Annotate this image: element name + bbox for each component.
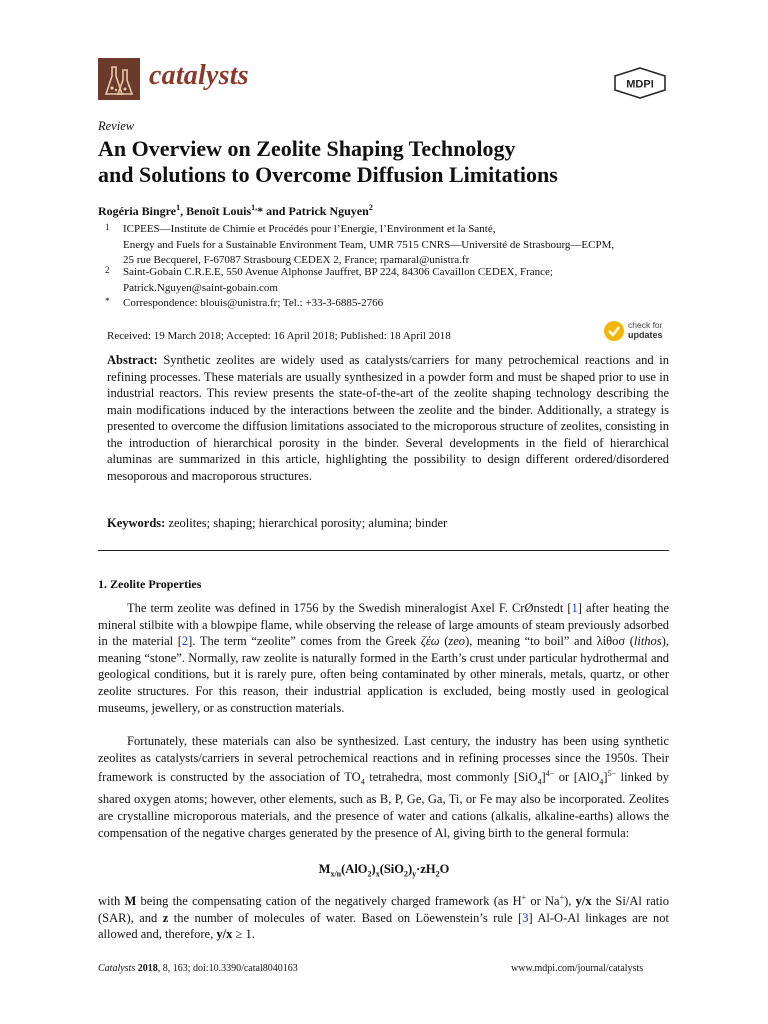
formula-part: ) bbox=[371, 862, 376, 876]
journal-logo-icon bbox=[98, 58, 140, 100]
paragraph-3 bbox=[98, 890, 669, 943]
formula-part: (SiO bbox=[379, 862, 404, 876]
text-run: the number of molecules of water. Based on Löewenstein’s rule [ bbox=[168, 910, 523, 925]
formula-sub: y bbox=[412, 869, 417, 879]
general-formula bbox=[0, 862, 768, 879]
author-1[interactable]: Rogéria Bingre bbox=[98, 204, 177, 218]
text-run: ]. The term “zeolite” comes from the Greek bbox=[188, 634, 421, 649]
formula-part: O bbox=[439, 862, 450, 876]
footer-citation bbox=[98, 963, 298, 974]
keywords-label: Keywords: bbox=[107, 516, 166, 530]
bold-symbol: z bbox=[162, 910, 169, 925]
corresponding-star: * bbox=[257, 204, 264, 218]
footer-year: 2018 bbox=[135, 963, 158, 974]
bold-symbol: y/x bbox=[575, 894, 592, 909]
paragraph-1 bbox=[98, 600, 669, 716]
title-line-2: and Solutions to Overcome Diffusion Limitations bbox=[98, 162, 558, 187]
check-updates-line2: updates bbox=[628, 330, 663, 340]
text-run: ( bbox=[439, 634, 449, 649]
author-list bbox=[98, 203, 373, 219]
affiliation-2-line: Saint-Gobain C.R.E.E, 550 Avenue Alphonse Jauffret, BP 224, 84306 Cavaillon CEDEX, France; bbox=[123, 266, 553, 278]
keywords bbox=[107, 515, 669, 532]
affiliation-mark-2: 2 bbox=[105, 265, 110, 275]
formula-sub: 2 bbox=[435, 869, 440, 879]
author-2-affiliation: 1, bbox=[251, 203, 258, 212]
text-run: ] after heating the mineral stilbite with a blowpipe flame, while observing the release of large amounts of steam previously adsorbed in the material [ bbox=[98, 601, 669, 649]
affiliation-1 bbox=[123, 222, 683, 269]
text-run: ≥ 1. bbox=[232, 927, 255, 942]
check-for-updates-badge[interactable] bbox=[603, 318, 671, 344]
text-run: tetrahedra, most commonly [SiO bbox=[364, 770, 538, 785]
reference-link[interactable]: 1 bbox=[571, 601, 578, 615]
text-run: being the compensating cation of the negatively charged framework (as H bbox=[136, 894, 522, 909]
reference-link[interactable]: 3 bbox=[522, 910, 529, 925]
affiliation-2-line: Patrick.Nguyen@saint-gobain.com bbox=[123, 281, 278, 294]
text-run: linked by shared oxygen atoms; however, other elements, such as B, P, Ge, Ga, Ti, or Fe may also be incorporated. Zeolites are crystalline microporous materials, and the presence of water and cations (alkalis, alkaline-earths) allows the compensation of the negative charges generated by the presence of Al, giving birth to the general formula: bbox=[98, 770, 669, 840]
text-run: ] bbox=[603, 770, 608, 785]
affiliation-1-line: ICPEES—Institute de Chimie et Procédés pour l’Energie, l’Environment et la Santé, bbox=[123, 223, 496, 235]
text-run: ), meaning “stone”. Normally, raw zeolite is naturally formed in the Earth’s crust under particular hydrothermal and geological conditions, but it is rarely pure, often being contaminated by other minerals, metals, quartz, or other zeolite structures. For this reason, their industrial application is excluded, being mostly used in geological museums, jewellery, or as construction materials. bbox=[98, 634, 669, 715]
footer-journal: Catalysts bbox=[98, 963, 136, 974]
subscript: 4 bbox=[360, 777, 365, 787]
correspondence: Correspondence: blouis@unistra.fr; Tel.: +33-3-6885-2766 bbox=[123, 297, 384, 309]
text-run: ] Al-O-Al linkages are not allowed and, therefore, bbox=[98, 910, 669, 942]
formula-part: (AlO bbox=[341, 862, 368, 876]
journal-name: catalysts bbox=[149, 60, 249, 91]
formula-sub: x bbox=[375, 869, 380, 879]
text-run: ), bbox=[564, 894, 576, 909]
author-3-affiliation: 2 bbox=[368, 203, 373, 212]
author-1-affiliation: 1 bbox=[176, 203, 181, 212]
footer-doi[interactable]: , 8, 163; doi:10.3390/catal8040163 bbox=[157, 963, 298, 974]
superscript: 4− bbox=[545, 769, 555, 779]
formula-sub: 2 bbox=[404, 869, 408, 879]
reference-link[interactable]: 2 bbox=[181, 634, 189, 649]
text-run: or Na bbox=[526, 894, 560, 909]
section-heading: 1. Zeolite Properties bbox=[98, 577, 202, 591]
superscript: + bbox=[521, 893, 527, 902]
affiliation-1-line: Energy and Fuels for a Sustainable Environment Team, UMR 7515 CNRS—Université de Strasbourg—ECPM, bbox=[123, 238, 615, 251]
footer-url[interactable]: www.mdpi.com/journal/catalysts bbox=[511, 963, 644, 974]
author-2[interactable]: , Benoît Louis bbox=[180, 204, 252, 218]
abstract-label: Abstract: bbox=[107, 353, 158, 367]
text-run: ( bbox=[625, 634, 634, 649]
greek-word: ζέω bbox=[420, 634, 440, 649]
article-type: Review bbox=[98, 119, 135, 133]
divider bbox=[98, 550, 669, 551]
affiliation-2 bbox=[123, 265, 683, 296]
superscript: + bbox=[559, 893, 565, 902]
formula-sub: x/n bbox=[330, 869, 342, 879]
formula-part: ) bbox=[408, 862, 413, 876]
text-run: with bbox=[98, 894, 125, 909]
text-run: the Si/Al ratio (SAR), and bbox=[98, 894, 669, 925]
formula-sub: 2 bbox=[367, 869, 372, 879]
publication-dates: Received: 19 March 2018; Accepted: 16 April 2018; Published: 18 April 2018 bbox=[107, 330, 451, 342]
greek-word: λίθοσ bbox=[596, 634, 626, 649]
formula-part: ·zH bbox=[416, 862, 436, 876]
correspondence-mark: * bbox=[105, 296, 110, 306]
abstract-text: Synthetic zeolites are widely used as catalysts/carriers for many petrochemical reactions and in refining processes. These materials are usually synthesized in a powder form and must be shaped prior to use in industrial reactors. This review presents the state-of-the-art of the zeolite shaping technology describing the main modifications induced by the interactions between the zeolite and the binder. Additionally, a strategy is presented to overcome the diffusion limitations associated to the microporous structure of zeolites, consisting in the introduction of hierarchical porosity in the binder. Several developments in the field of hierarchical aluminas are summarized in this article, highlighting the possibility to design different ordered/disordered mesoporous and macroporous structures. bbox=[107, 353, 669, 483]
text-run: Fortunately, these materials can also be synthesized. Last century, the industry has been using synthetic zeolites as catalysts/carriers in several petrochemical reactions and in refining processes since the 1950s. Their framework is constructed by the association of TO bbox=[98, 734, 669, 785]
affiliation-1-line: 25 rue Becquerel, F-67087 Strasbourg CEDEX 2, France; rpamaral@unistra.fr bbox=[123, 254, 470, 266]
keywords-text: zeolites; shaping; hierarchical porosity; alumina; binder bbox=[165, 516, 448, 530]
superscript: 5− bbox=[607, 769, 617, 779]
text-run: The term zeolite was defined in 1756 by the Swedish mineralogist Axel F. CrØnstedt [ bbox=[127, 601, 572, 615]
mdpi-logo-text: MDPI bbox=[626, 78, 654, 91]
italic-word: lithos bbox=[633, 634, 662, 649]
title-line-1: An Overview on Zeolite Shaping Technology bbox=[98, 136, 516, 161]
text-run: or [AlO bbox=[554, 770, 600, 785]
paragraph-2 bbox=[98, 733, 669, 841]
abstract bbox=[107, 352, 669, 484]
text-run: ), meaning “to boil” and bbox=[465, 634, 597, 649]
check-updates-line1: check for bbox=[628, 320, 663, 330]
text-run: ] bbox=[541, 770, 546, 785]
affiliation-mark-1: 1 bbox=[105, 222, 110, 232]
formula-part: M bbox=[318, 862, 331, 876]
bold-symbol: M bbox=[124, 894, 137, 909]
mdpi-logo bbox=[612, 67, 668, 99]
article-title bbox=[98, 136, 698, 188]
subscript: 4 bbox=[599, 777, 604, 787]
author-3[interactable]: and Patrick Nguyen bbox=[263, 204, 369, 218]
bold-symbol: y/x bbox=[216, 927, 233, 942]
subscript: 4 bbox=[537, 777, 542, 787]
italic-word: zeo bbox=[448, 634, 466, 649]
